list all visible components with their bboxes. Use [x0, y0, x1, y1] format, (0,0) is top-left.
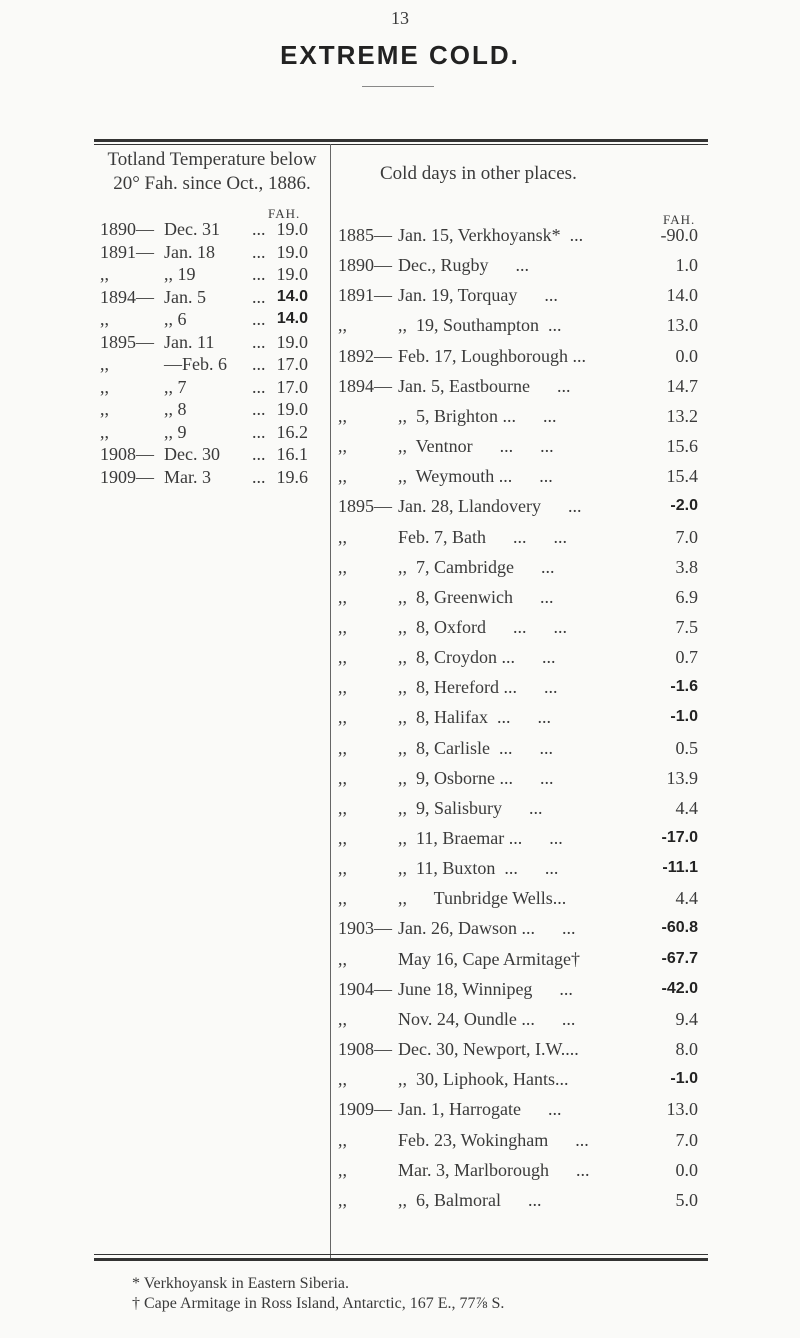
row-entry: Dec. 30, Newport, I.W.... — [398, 1039, 579, 1060]
table-row — [338, 283, 708, 307]
row-value: 0.0 — [675, 1159, 698, 1180]
row-entry: Dec., Rugby ... — [398, 255, 529, 276]
row-year: ,, — [338, 707, 347, 728]
row-leader: ... — [252, 399, 266, 419]
row-year: 1908— — [338, 1039, 392, 1060]
row-entry: ,, 8, Hereford ... ... — [398, 677, 558, 698]
table-row — [338, 736, 708, 760]
row-leader: ... — [252, 354, 266, 374]
row-entry: ,, 8, Croydon ... ... — [398, 647, 556, 668]
row-value: 9.4 — [675, 1008, 698, 1029]
table-row — [338, 404, 708, 428]
row-value: 15.6 — [666, 436, 698, 457]
table-row — [338, 344, 708, 368]
row-year: ,, — [338, 948, 347, 969]
row-entry: Feb. 23, Wokingham ... — [398, 1129, 589, 1150]
table-row — [338, 1007, 708, 1031]
page-title: EXTREME COLD. — [280, 40, 520, 70]
row-date: ,, 6 — [164, 309, 187, 329]
row-entry: ,, 9, Osborne ... ... — [398, 767, 554, 788]
table-row — [338, 313, 708, 337]
page-number: 13 — [391, 8, 409, 28]
table-row — [338, 796, 708, 820]
row-entry: Jan. 15, Verkhoyansk* ... — [398, 225, 584, 245]
left-heading-line-1: Totland Temperature below — [107, 149, 317, 170]
row-year: ,, — [338, 405, 347, 426]
row-leader: ... — [252, 309, 266, 329]
row-value: 14.7 — [666, 375, 698, 396]
table-row — [100, 352, 330, 376]
row-entry: Jan. 26, Dawson ... ... — [398, 918, 576, 939]
row-entry: Jan. 5, Eastbourne ... — [398, 375, 571, 396]
table-row — [338, 434, 708, 458]
table-row — [338, 585, 708, 609]
row-value: 13.0 — [666, 315, 698, 336]
row-value: 13.9 — [666, 767, 698, 788]
row-value: 13.0 — [666, 1099, 698, 1120]
row-value: -17.0 — [661, 829, 698, 846]
row-year: 1904— — [338, 978, 392, 999]
row-value: 14.0 — [666, 285, 698, 306]
row-value: 14.0 — [276, 287, 308, 305]
table-row — [100, 375, 330, 399]
row-value: 16.1 — [276, 444, 308, 464]
row-year: ,, — [100, 354, 109, 374]
row-date: ,, 9 — [164, 421, 187, 442]
row-value: 7.5 — [675, 616, 698, 637]
row-value: 4.4 — [675, 797, 698, 818]
row-value: -1.0 — [670, 708, 698, 726]
row-year: ,, — [338, 647, 347, 668]
row-value: 15.4 — [666, 466, 698, 487]
row-year: ,, — [338, 828, 347, 848]
row-year: ,, — [100, 376, 109, 397]
table-row — [338, 916, 708, 940]
row-value: 19.0 — [276, 264, 308, 284]
row-year: 1890— — [100, 219, 154, 239]
row-value: -90.0 — [660, 225, 698, 245]
row-entry: ,, 9, Salisbury ... — [398, 797, 543, 818]
row-date: Dec. 31 — [164, 219, 220, 239]
table-row — [338, 615, 708, 639]
row-date: Jan. 5 — [164, 286, 206, 307]
row-leader: ... — [252, 376, 266, 397]
row-year: 1892— — [338, 345, 392, 366]
table-row — [338, 977, 708, 1001]
row-year: ,, — [338, 526, 347, 547]
row-year: 1890— — [338, 255, 392, 276]
table-row — [338, 675, 708, 699]
table-row — [338, 223, 708, 247]
row-leader: ... — [252, 264, 266, 284]
row-entry: ,, 11, Braemar ... ... — [398, 828, 563, 848]
row-entry: Jan. 28, Llandovery ... — [398, 496, 582, 517]
row-year: ,, — [100, 264, 109, 284]
table-row — [338, 374, 708, 398]
row-leader: ... — [252, 286, 266, 307]
row-year: ,, — [338, 858, 347, 879]
row-value: 16.2 — [276, 421, 308, 442]
row-entry: ,, Weymouth ... ... — [398, 466, 553, 487]
row-value: 19.0 — [276, 399, 308, 419]
row-value: -42.0 — [661, 979, 698, 997]
row-year: ,, — [100, 421, 109, 442]
column-divider — [330, 144, 331, 1258]
row-year: ,, — [338, 436, 347, 457]
row-year: ,, — [338, 888, 347, 909]
row-year: ,, — [100, 309, 109, 329]
table-row — [338, 826, 708, 850]
row-entry: May 16, Cape Armitage† — [398, 948, 580, 969]
row-year: ,, — [338, 797, 347, 818]
left-heading-line-2: 20° Fah. since Oct., 1886. — [113, 173, 311, 194]
row-value: 19.0 — [276, 241, 308, 262]
row-entry: Jan. 1, Harrogate ... — [398, 1099, 562, 1120]
row-date: ,, 7 — [164, 376, 187, 397]
row-leader: ... — [252, 219, 266, 239]
row-entry: Feb. 17, Loughborough ... — [398, 345, 586, 366]
row-leader: ... — [252, 444, 266, 464]
row-entry: ,, 8, Halifax ... ... — [398, 707, 551, 728]
row-value: -60.8 — [661, 919, 698, 937]
table-top-rule-inner — [94, 144, 708, 145]
table-top-rule — [94, 139, 708, 142]
row-year: 1909— — [100, 466, 154, 487]
row-year: ,, — [338, 1189, 347, 1210]
table-row — [100, 240, 330, 264]
row-entry: Mar. 3, Marlborough ... — [398, 1159, 590, 1180]
row-year: 1891— — [100, 241, 154, 262]
left-column-heading — [94, 148, 330, 196]
row-value: 14.0 — [276, 310, 308, 327]
table-row — [100, 307, 330, 331]
row-value: 19.6 — [276, 466, 308, 487]
table-row — [338, 525, 708, 549]
row-year: ,, — [338, 1008, 347, 1029]
row-date: Dec. 30 — [164, 444, 220, 464]
table-row — [338, 766, 708, 790]
table-row — [100, 465, 330, 489]
table-row — [100, 397, 330, 421]
row-year: 1909— — [338, 1099, 392, 1120]
footnote-cape-armitage: † Cape Armitage in Ross Island, Antarctic, 167 E., 77⅞ S. — [132, 1295, 505, 1312]
row-entry: ,, Tunbridge Wells... — [398, 888, 567, 909]
row-year: ,, — [338, 315, 347, 336]
row-entry: ,, 7, Cambridge ... — [398, 556, 555, 577]
row-year: 1903— — [338, 918, 392, 939]
row-date: ,, 8 — [164, 399, 187, 419]
footnote-verkhoyansk: * Verkhoyansk in Eastern Siberia. — [132, 1275, 349, 1292]
table-row — [338, 886, 708, 910]
table-row — [100, 262, 330, 286]
table-bottom-rule-inner — [94, 1254, 708, 1255]
table-row — [338, 705, 708, 729]
row-value: -67.7 — [661, 949, 698, 967]
row-year: ,, — [338, 737, 347, 758]
table-row — [338, 494, 708, 518]
row-year: 1895— — [100, 331, 154, 352]
table-row — [338, 1158, 708, 1182]
row-value: 17.0 — [276, 354, 308, 374]
row-year: 1894— — [100, 286, 154, 307]
table-bottom-rule — [94, 1258, 708, 1261]
row-entry: Jan. 19, Torquay ... — [398, 285, 558, 306]
row-date: Jan. 18 — [164, 241, 215, 262]
row-value: -2.0 — [670, 497, 698, 515]
row-date: ,, 19 — [164, 264, 196, 284]
row-year: ,, — [338, 556, 347, 577]
table-row — [338, 555, 708, 579]
row-year: 1894— — [338, 375, 392, 396]
row-year: ,, — [338, 1129, 347, 1150]
row-year: ,, — [338, 616, 347, 637]
row-year: ,, — [100, 399, 109, 419]
row-leader: ... — [252, 421, 266, 442]
row-year: ,, — [338, 1069, 347, 1090]
table-row — [100, 442, 330, 466]
row-value: 7.0 — [675, 526, 698, 547]
row-leader: ... — [252, 241, 266, 262]
row-value: 3.8 — [675, 556, 698, 577]
row-value: 0.7 — [675, 647, 698, 668]
row-value: 19.0 — [276, 219, 308, 239]
table-row — [338, 1097, 708, 1121]
right-unit-label: FAH. — [663, 212, 696, 227]
table-row — [338, 856, 708, 880]
row-value: -1.0 — [670, 1070, 698, 1088]
row-value: 1.0 — [675, 255, 698, 276]
row-entry: ,, 19, Southampton ... — [398, 315, 562, 336]
table-row — [338, 464, 708, 488]
row-entry: ,, Ventnor ... ... — [398, 436, 554, 457]
row-year: ,, — [338, 466, 347, 487]
row-date: —Feb. 6 — [164, 354, 227, 374]
row-entry: ,, 30, Liphook, Hants... — [398, 1069, 569, 1090]
table-row — [338, 1067, 708, 1091]
table-row — [338, 253, 708, 277]
row-entry: ,, 8, Greenwich ... — [398, 586, 554, 607]
left-unit-label: FAH. — [268, 206, 301, 221]
table-row — [338, 1128, 708, 1152]
row-year: ,, — [338, 677, 347, 698]
row-entry: Nov. 24, Oundle ... ... — [398, 1008, 576, 1029]
row-year: 1891— — [338, 285, 392, 306]
row-year: ,, — [338, 1159, 347, 1180]
table-row — [338, 947, 708, 971]
row-date: Jan. 11 — [164, 331, 215, 352]
row-entry: ,, 8, Carlisle ... ... — [398, 737, 553, 758]
row-leader: ... — [252, 331, 266, 352]
row-year: ,, — [338, 767, 347, 788]
row-date: Mar. 3 — [164, 466, 211, 487]
row-entry: ,, 6, Balmoral ... — [398, 1189, 542, 1210]
row-value: 0.5 — [675, 737, 698, 758]
table-row — [338, 1188, 708, 1212]
title-divider — [362, 86, 434, 87]
row-entry: ,, 11, Buxton ... ... — [398, 858, 559, 879]
table-row — [338, 645, 708, 669]
table-row — [100, 420, 330, 444]
row-value: 4.4 — [675, 888, 698, 909]
row-value: 13.2 — [666, 405, 698, 426]
row-year: 1885— — [338, 225, 392, 245]
row-year: ,, — [338, 586, 347, 607]
row-value: 7.0 — [675, 1129, 698, 1150]
table-row — [100, 285, 330, 309]
row-value: -11.1 — [662, 859, 698, 877]
row-value: 5.0 — [675, 1189, 698, 1210]
row-entry: ,, 5, Brighton ... ... — [398, 405, 557, 426]
row-entry: ,, 8, Oxford ... ... — [398, 616, 567, 637]
row-year: 1908— — [100, 444, 154, 464]
row-value: 6.9 — [675, 586, 698, 607]
row-leader: ... — [252, 466, 266, 487]
row-entry: June 18, Winnipeg ... — [398, 978, 573, 999]
row-entry: Feb. 7, Bath ... ... — [398, 526, 567, 547]
table-row — [100, 217, 330, 241]
right-column-heading: Cold days in other places. — [380, 163, 577, 184]
row-value: -1.6 — [670, 678, 698, 696]
table-row — [338, 1037, 708, 1061]
row-year: 1895— — [338, 496, 392, 517]
row-value: 17.0 — [276, 376, 308, 397]
row-value: 8.0 — [675, 1039, 698, 1060]
row-value: 0.0 — [675, 345, 698, 366]
table-row — [100, 330, 330, 354]
row-value: 19.0 — [276, 331, 308, 352]
